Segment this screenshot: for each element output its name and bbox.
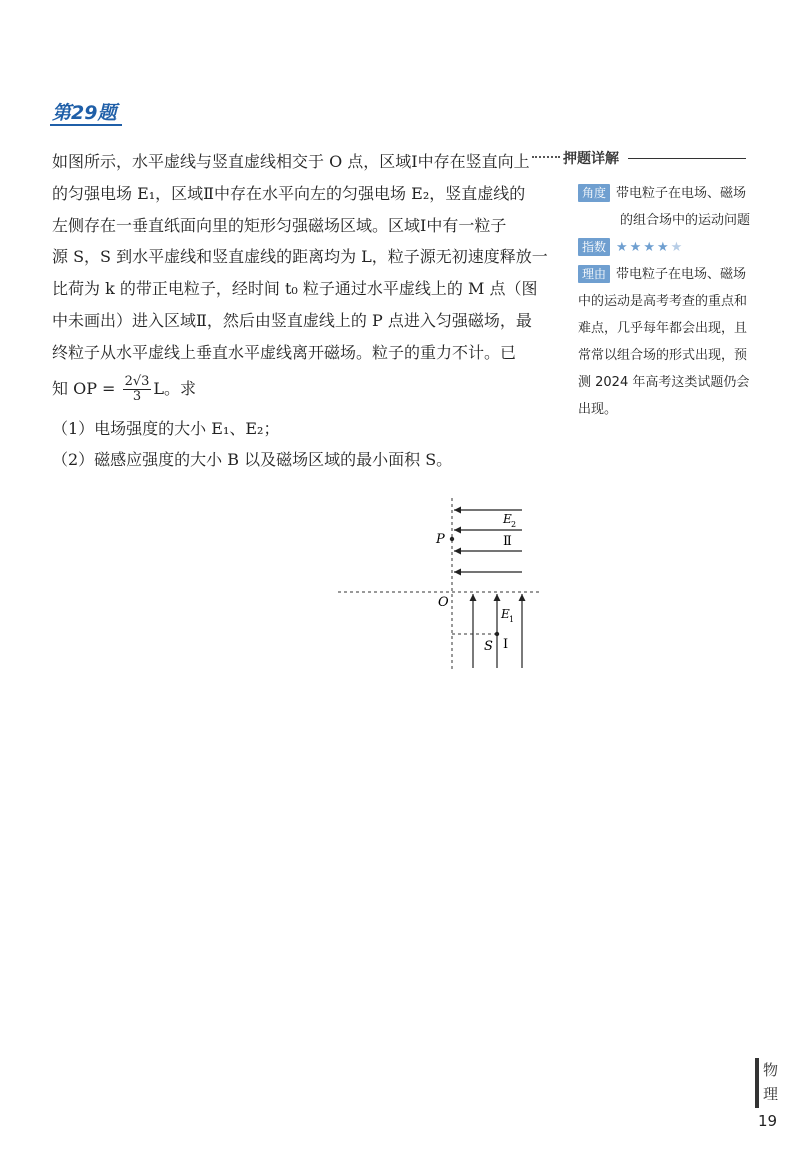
p-point [450, 537, 454, 541]
region-1-label: Ⅰ [503, 637, 509, 652]
angle-row [578, 180, 753, 207]
header-dots [532, 156, 560, 158]
index-row [578, 234, 753, 261]
stars-filled: ★★★★ [616, 240, 671, 255]
angle-tag: 角度 [578, 184, 610, 202]
reason-line: 难点，几乎每年都会出现，且 [578, 321, 748, 336]
subject-label [763, 1058, 781, 1106]
e1-label: E [501, 607, 510, 621]
reason-first: 带电粒子在电场、磁场 [616, 267, 747, 282]
question-2: （2）磁感应强度的大小 B 以及磁场区域的最小面积 S。 [52, 450, 453, 470]
page-number: 19 [758, 1112, 778, 1130]
op-equation [52, 369, 532, 409]
field-diagram [330, 490, 540, 675]
region-2-label: Ⅱ [503, 534, 512, 549]
sidebar-header-label: 押题详解 [563, 151, 619, 167]
op-prefix: 知 OP = [52, 378, 116, 398]
sidebar-header [532, 150, 746, 166]
header-rule [628, 158, 746, 159]
op-numerator: 2√3 [124, 373, 150, 389]
problem-title: 第29题 [52, 102, 117, 124]
problem-line: 比荷为 k 的带正电粒子，经时间 t₀ 粒子通过水平虚线上的 M 点（图 [52, 279, 538, 299]
angle-line-2: 的组合场中的运动问题 [620, 213, 751, 228]
problem-line: 中未画出）进入区域Ⅱ，然后由竖直虚线上的 P 点进入匀强磁场，最 [52, 310, 532, 330]
problem-line: 如图所示，水平虚线与竖直虚线相交于 O 点，区域Ⅰ中存在竖直向上 [52, 152, 530, 171]
s-point [495, 632, 499, 636]
sidebar [578, 180, 753, 423]
op-denominator: 3 [132, 388, 142, 404]
problem-line: 左侧存在一垂直纸面向里的矩形匀强磁场区域。区域Ⅰ中有一粒子 [52, 215, 507, 235]
problem-line: 的匀强电场 E₁，区域Ⅱ中存在水平向左的匀强电场 E₂，竖直虚线的 [52, 183, 526, 203]
reason-line: 中的运动是高考考查的重点和 [578, 294, 748, 309]
angle-line-1: 带电粒子在电场、磁场 [616, 186, 747, 201]
o-label: O [438, 595, 449, 610]
star-rating [616, 240, 684, 255]
reason-tag: 理由 [578, 265, 610, 283]
reason-line: 出现。 [578, 402, 618, 417]
index-tag: 指数 [578, 238, 610, 256]
problem-line: 终粒子从水平虚线上垂直水平虚线离开磁场。粒子的重力不计。已 [52, 342, 517, 362]
reason-line: 常常以组合场的形式出现，预 [578, 348, 748, 363]
op-suffix: L。求 [153, 378, 197, 398]
e2-subscript: 2 [511, 520, 517, 529]
reason-line: 测 2024 年高考这类试题仍会 [578, 375, 750, 390]
title-underline [50, 124, 122, 126]
s-label: S [484, 639, 493, 654]
e1-subscript: 1 [509, 615, 515, 624]
stars-empty: ★ [670, 240, 685, 255]
subject-char: 理 [763, 1085, 779, 1103]
problem-text [52, 146, 548, 476]
page-side-bar [755, 1058, 759, 1108]
reason-row [578, 261, 753, 288]
op-fraction [123, 375, 152, 404]
p-label: P [436, 532, 445, 547]
e2-label: E [503, 512, 512, 526]
subject-char: 物 [763, 1061, 779, 1079]
problem-line: 源 S，S 到水平虚线和竖直虚线的距离均为 L，粒子源无初速度释放一 [52, 247, 548, 267]
question-1: （1）电场强度的大小 E₁、E₂； [52, 418, 280, 438]
